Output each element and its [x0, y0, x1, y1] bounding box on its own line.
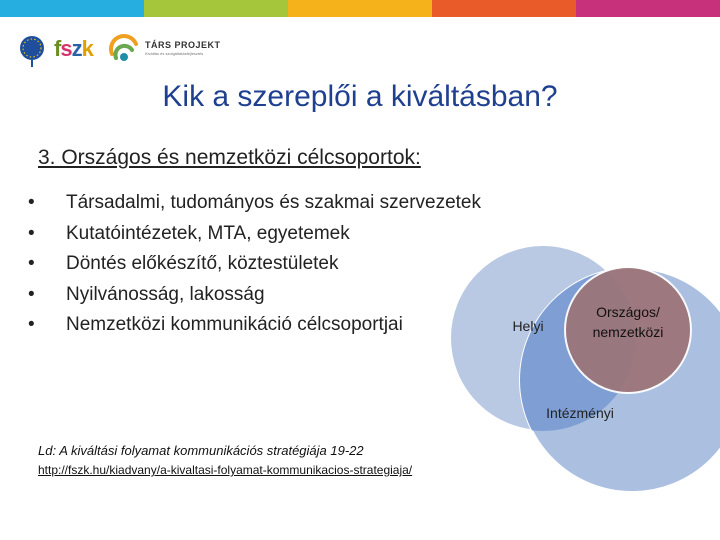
tars-projekt-subtitle: Kiváltás és szolgáltatásfejlesztés: [145, 51, 204, 56]
venn-label-intezmenyi: Intézményi: [546, 405, 614, 421]
reference-text: Ld: A kiváltási folyamat kommunikációs stratégiája 19-22: [38, 443, 364, 458]
bullet-item: • Nyilvánosság, lakosság: [28, 282, 481, 313]
venn-label-orszagos-line1: Országos/: [596, 304, 660, 320]
reference-link[interactable]: http://fszk.hu/kiadvany/a-kivaltasi-folyamat-kommunikacios-strategiaja/: [38, 463, 413, 477]
slide-subtitle: 3. Országos és nemzetközi célcsoportok:: [38, 146, 421, 169]
venn-label-orszagos-line2: nemzetközi: [592, 324, 664, 340]
slide-title: Kik a szereplői a kiváltásban?: [162, 80, 558, 113]
fszk-letter: f: [54, 36, 61, 61]
bullet-item: • Kutatóintézetek, MTA, egyetemek: [28, 221, 481, 252]
venn-label-helyi: Helyi: [512, 318, 544, 334]
fszk-letter: z: [71, 36, 82, 61]
bullet-item: • Nemzetközi kommunikáció célcsoportjai: [28, 312, 481, 343]
fszk-letter: k: [81, 36, 93, 61]
bullet-item: • Döntés előkészítő, köztestületek: [28, 251, 481, 282]
tars-projekt-title: TÁRS PROJEKT: [145, 40, 221, 50]
bullet-item: • Társadalmi, tudományos és szakmai szervezetek: [28, 190, 481, 221]
fszk-letter: s: [60, 36, 72, 61]
